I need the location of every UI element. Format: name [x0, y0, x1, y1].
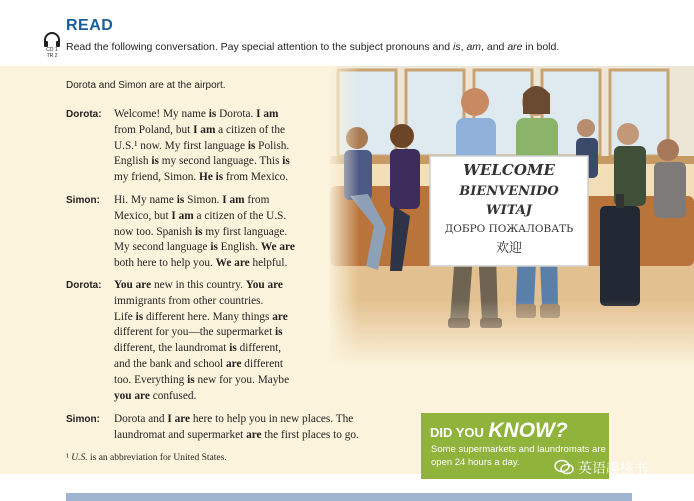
- bold-verb-segment: you are: [114, 389, 150, 402]
- speaker-label: Dorota:: [66, 109, 102, 120]
- text-segment: the first places to go.: [261, 428, 359, 441]
- text-segment: different here. Many things: [143, 310, 273, 323]
- text-segment: new for you. Maybe: [194, 373, 290, 386]
- text-segment: helpful.: [249, 257, 288, 270]
- text-segment: Polish.: [255, 139, 290, 152]
- text-segment: my first language.: [202, 225, 288, 238]
- footnote-text: is an abbreviation for United States.: [87, 453, 227, 463]
- speaker-label: Simon:: [66, 414, 100, 425]
- dialogue-line: [114, 374, 289, 386]
- bold-verb-segment: I am: [171, 209, 194, 222]
- bold-verb-segment: is: [194, 225, 203, 238]
- text-segment: confused.: [149, 389, 197, 402]
- text-segment: English.: [217, 241, 261, 254]
- text-segment: a citizen of the U.S.: [193, 209, 287, 222]
- text-segment: Life: [114, 310, 136, 323]
- bold-verb-segment: I am: [193, 123, 216, 136]
- text-segment: from Poland, but: [114, 123, 194, 136]
- airport-scene: [330, 66, 694, 366]
- did-you-know-title-small: DID YOU: [430, 425, 484, 440]
- text-segment: too. Everything: [114, 373, 188, 386]
- bold-verb-segment: is: [282, 155, 290, 168]
- dialogue-line: [114, 140, 289, 152]
- text-segment: My second language: [114, 241, 211, 254]
- instructions-sep1: ,: [460, 41, 467, 53]
- dialogue-line: [114, 390, 196, 402]
- dialogue-line: [114, 279, 283, 291]
- dialogue-line: [114, 226, 287, 238]
- header: [0, 0, 694, 66]
- instructions: [66, 41, 559, 53]
- bold-verb-segment: is: [176, 194, 185, 206]
- text-segment: immigrants from other countries.: [114, 294, 264, 307]
- dialogue-line: [114, 155, 290, 167]
- text-segment: laundromat and supermarket: [114, 428, 247, 441]
- bold-verb-segment: I am: [256, 108, 279, 120]
- dialogue-line: [114, 358, 283, 370]
- speaker-label: Simon:: [66, 195, 100, 206]
- dialogue-line: [114, 194, 269, 206]
- conversation-intro: Dorota and Simon are at the airport.: [66, 80, 226, 91]
- text-segment: different: [241, 358, 283, 370]
- bold-verb-segment: are: [246, 428, 262, 441]
- dialogue-line: [114, 326, 283, 338]
- dialogue-line: [114, 295, 263, 307]
- did-you-know-title-big: KNOW?: [488, 419, 568, 442]
- bold-verb-segment: is: [275, 326, 283, 339]
- text-segment: from: [244, 194, 270, 206]
- instructions-am: am: [466, 41, 482, 53]
- bold-verb-segment: is: [187, 373, 195, 386]
- did-you-know-body: Some supermarkets and laundromats are open 24 hours a day.: [431, 444, 606, 468]
- bold-verb-segment: is: [208, 108, 217, 120]
- text-segment: Dorota and: [114, 413, 168, 425]
- bold-verb-segment: is: [247, 139, 256, 152]
- did-you-know-title: [430, 419, 568, 443]
- bold-verb-segment: You are: [245, 279, 283, 291]
- text-segment: English: [114, 155, 152, 168]
- bottom-bar: [66, 493, 632, 501]
- text-segment: Mexico, but: [114, 209, 172, 222]
- section-title: READ: [66, 17, 114, 34]
- text-segment: and the bank and school: [114, 358, 226, 370]
- dialogue-line: [114, 311, 288, 323]
- instructions-text: Read the following conversation. Pay special attention to the subject pronouns and: [66, 41, 453, 53]
- text-segment: my friend, Simon.: [114, 171, 200, 184]
- wechat-icon: [554, 459, 574, 475]
- cd-track-line-2: TR 2: [46, 53, 58, 59]
- speaker-label: Dorota:: [66, 280, 102, 291]
- text-segment: from Mexico.: [223, 171, 289, 184]
- instructions-is: is: [453, 41, 461, 53]
- footnote-marker: ¹: [66, 453, 69, 463]
- audio-track-indicator[interactable]: [41, 32, 63, 59]
- bold-verb-segment: is: [229, 342, 237, 355]
- text-segment: now too. Spanish: [114, 225, 195, 238]
- text-segment: my second language. This: [158, 155, 283, 168]
- dialogue-line: [114, 257, 287, 269]
- text-segment: different for you—the supermarket: [114, 326, 276, 339]
- text-segment: Simon.: [184, 194, 223, 206]
- footnote-term: U.S.: [71, 453, 88, 463]
- text-segment: new in this country.: [151, 279, 246, 291]
- text-segment: different, the laundromat: [114, 342, 230, 355]
- bold-verb-segment: You are: [114, 279, 152, 291]
- dialogue-line: [114, 241, 295, 253]
- bold-verb-segment: We are: [260, 241, 295, 254]
- dialogue-line: [114, 413, 353, 425]
- instructions-end: in bold.: [522, 41, 560, 53]
- dialogue-line: [114, 210, 286, 222]
- bold-verb-segment: is: [210, 241, 218, 254]
- text-segment: different,: [236, 342, 282, 355]
- cd-track-line-1: CD 1: [46, 47, 58, 53]
- dialogue-line: [114, 429, 359, 441]
- text-segment: Welcome! My name: [114, 108, 209, 120]
- footnote: [66, 453, 227, 463]
- text-segment: Dorota.: [216, 108, 257, 120]
- bold-verb-segment: We are: [215, 257, 250, 270]
- dialogue-line: [114, 171, 288, 183]
- instructions-are: are: [507, 41, 523, 53]
- instructions-sep2: , and: [481, 41, 508, 53]
- bold-verb-segment: I are: [167, 413, 191, 425]
- bold-verb-segment: are: [272, 310, 288, 323]
- text-segment: here to help you in new places. The: [190, 413, 354, 425]
- dialogue-line: [114, 108, 278, 120]
- text-segment: Hi. My name: [114, 194, 177, 206]
- text-segment: both here to help you.: [114, 257, 216, 270]
- watermark-text: 英语趣桃书: [578, 461, 648, 477]
- headphones-icon: [43, 32, 61, 47]
- bold-verb-segment: I am: [222, 194, 245, 206]
- text-segment: U.S.¹ now. My first language: [114, 139, 248, 152]
- dialogue-line: [114, 342, 281, 354]
- dialogue-line: [114, 124, 285, 136]
- bold-verb-segment: is: [151, 155, 159, 168]
- text-segment: a citizen of the: [215, 123, 285, 136]
- bold-verb-segment: He is: [199, 171, 224, 184]
- bold-verb-segment: is: [135, 310, 144, 323]
- airport-illustration: [330, 66, 694, 366]
- bold-verb-segment: are: [226, 358, 242, 370]
